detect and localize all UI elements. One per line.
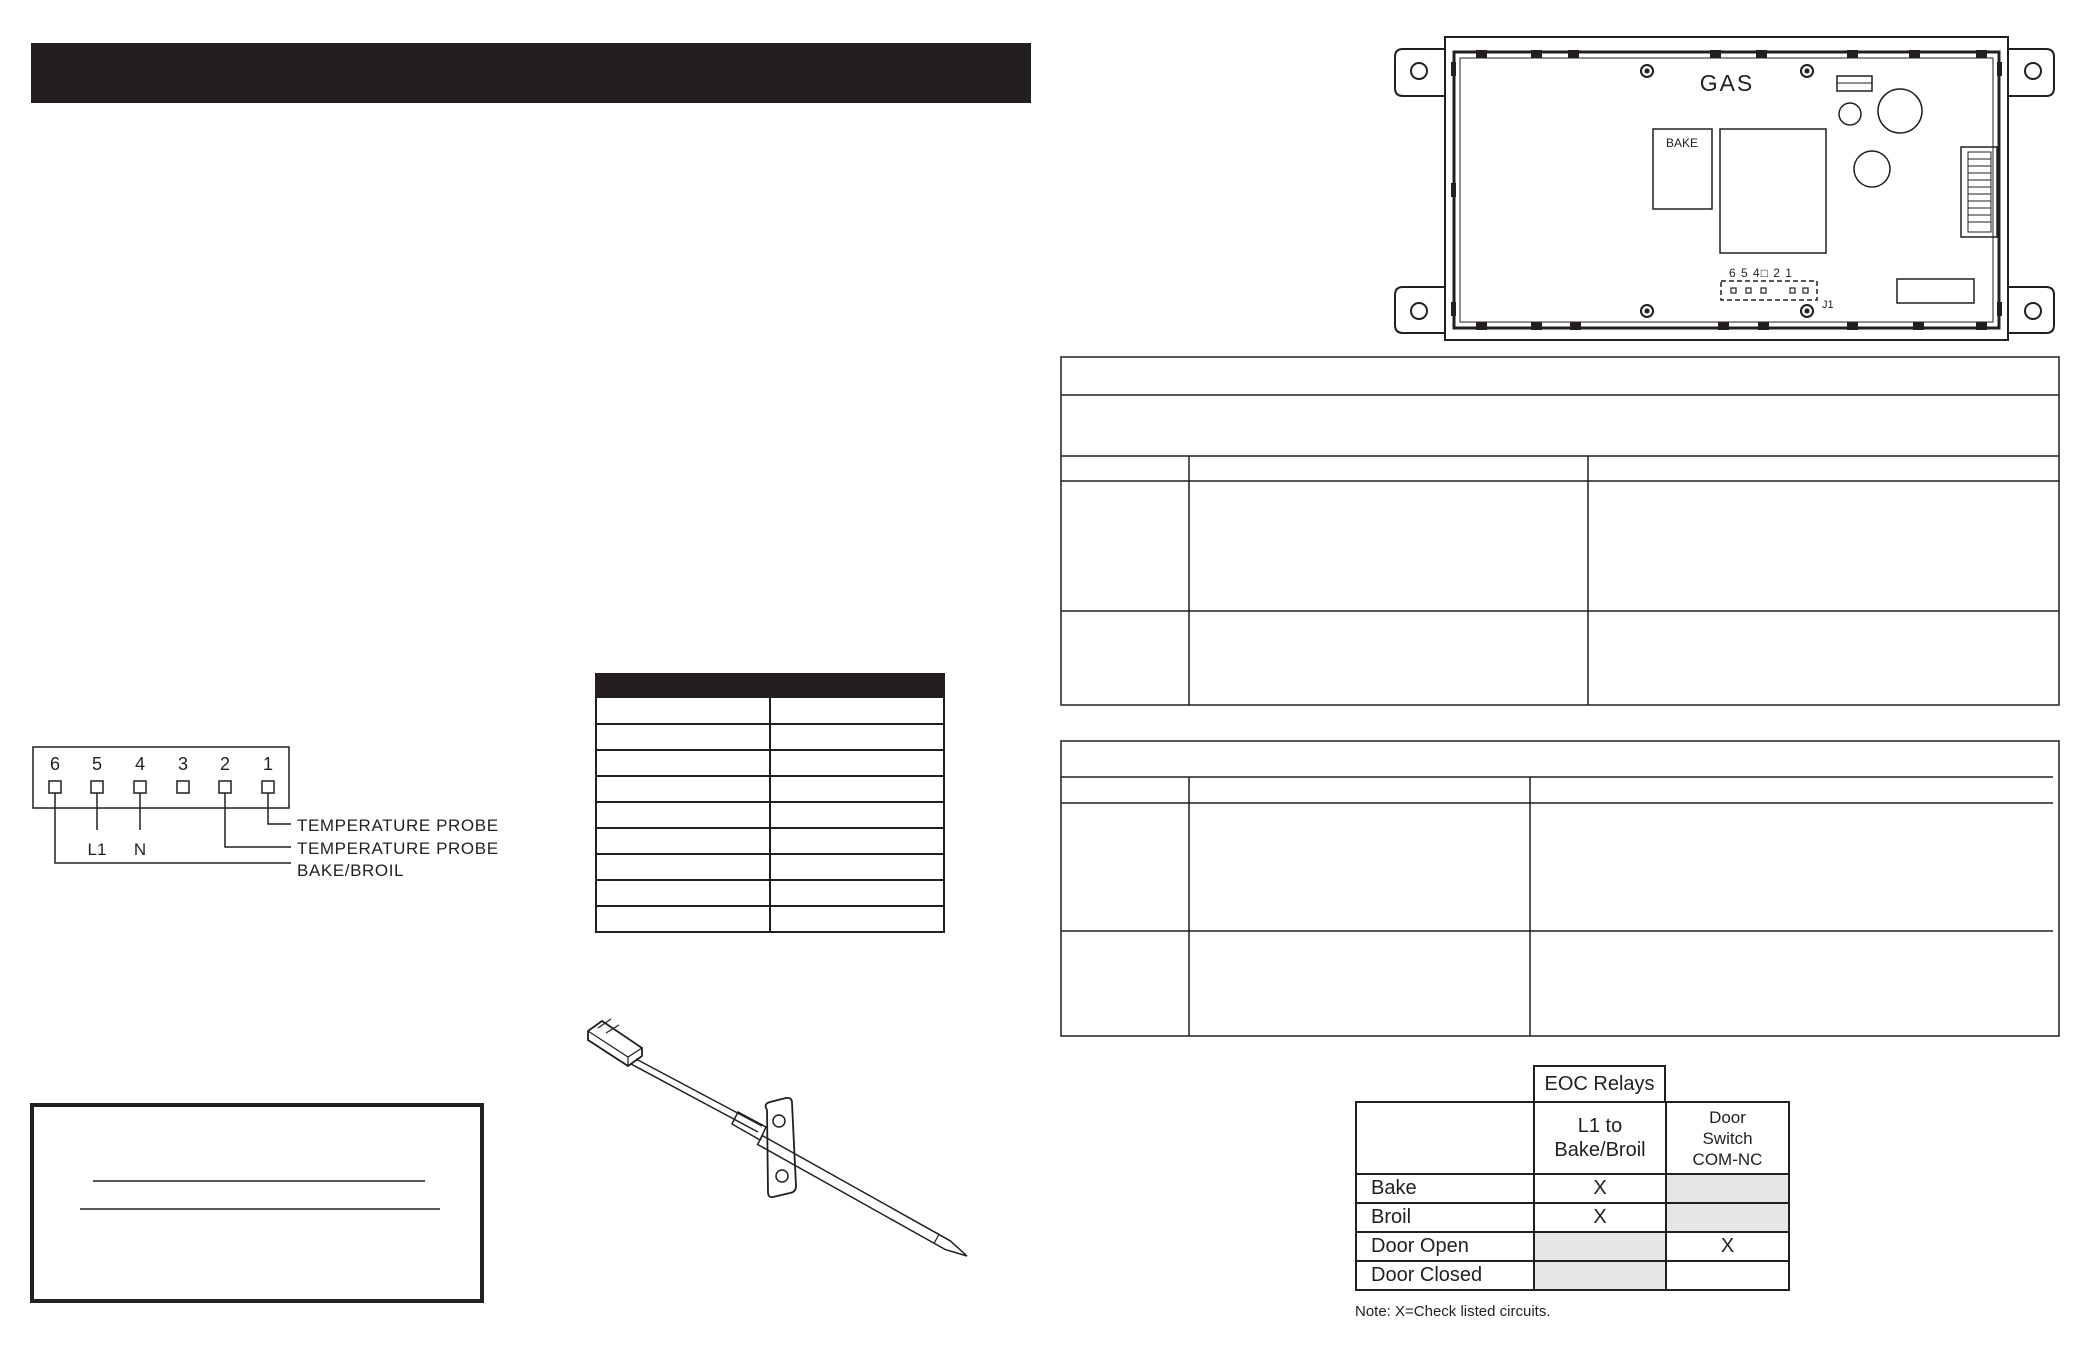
screw-center	[1805, 69, 1810, 74]
pin-number: 5	[91, 754, 103, 774]
pin-number: 1	[262, 754, 274, 774]
probe-rod	[758, 1136, 967, 1256]
frame-clip	[1451, 302, 1456, 316]
frame-clip	[1570, 322, 1581, 330]
frame-clip	[1476, 322, 1487, 330]
frame-clip	[1451, 62, 1456, 76]
check-cell	[1534, 1232, 1666, 1261]
pin-number: 6	[49, 754, 61, 774]
pin6-label: BAKE/BROIL	[297, 861, 405, 880]
mounting-tab-bottom-right	[2008, 287, 2054, 333]
j1-label: J1	[1822, 299, 1834, 311]
check-cell	[1666, 1203, 1789, 1232]
board-frame-inner	[1460, 58, 1993, 322]
pin-number: 2	[219, 754, 231, 774]
row-label: Door Open	[1356, 1232, 1534, 1261]
j1-pins	[1731, 288, 1808, 293]
frame-clip	[1997, 62, 2002, 76]
mounting-hole	[1411, 63, 1427, 79]
pin2-label: TEMPERATURE PROBE	[297, 839, 499, 858]
check-cell: X	[1666, 1232, 1789, 1261]
column-header-l1-bake-broil: L1 to Bake/Broil	[1534, 1102, 1666, 1174]
edge-connector-pins	[1968, 159, 1991, 222]
pin2-wire	[225, 793, 291, 847]
screw-center	[1645, 309, 1650, 314]
row-label: Broil	[1356, 1203, 1534, 1232]
frame-clip	[1758, 322, 1769, 330]
j1-pin	[1746, 288, 1751, 293]
pin1-label: TEMPERATURE PROBE	[297, 816, 499, 835]
frame-clip	[1997, 302, 2002, 316]
mounting-hole	[1411, 303, 1427, 319]
connector-pinout-diagram	[33, 747, 499, 880]
mounting-hole	[2025, 303, 2041, 319]
table-row	[1356, 1261, 1789, 1290]
j1-pin-numbers: 6 5 4□ 2 1	[1729, 266, 1793, 280]
frame-clip	[1847, 50, 1858, 58]
check-cell	[1534, 1261, 1666, 1290]
pin-socket	[91, 781, 103, 793]
probe-rod-ring	[934, 1235, 939, 1244]
capacitor-component	[1854, 151, 1890, 187]
mounting-tab-bottom-left	[1395, 287, 1445, 333]
probe-wires	[631, 1059, 762, 1132]
frame-clip	[1531, 322, 1542, 330]
frame-clip	[1756, 50, 1767, 58]
j1-pin	[1761, 288, 1766, 293]
frame-clip	[1568, 50, 1579, 58]
screw-center	[1805, 309, 1810, 314]
mounting-hole	[2025, 63, 2041, 79]
check-cell: X	[1534, 1174, 1666, 1203]
gas-label: GAS	[1699, 70, 1755, 96]
frame-clip	[1976, 322, 1987, 330]
row-label: Bake	[1356, 1174, 1534, 1203]
pin5-label: L1	[87, 840, 107, 859]
pin-socket	[49, 781, 61, 793]
table-border	[1061, 741, 2059, 1036]
eoc-relays-header: EOC Relays	[1533, 1065, 1666, 1102]
frame-clip	[1451, 183, 1456, 197]
header-bar	[31, 43, 1031, 103]
frame-clip	[1847, 322, 1858, 330]
pin4-label: N	[133, 840, 147, 859]
box-border	[32, 1105, 482, 1301]
buzzer-component	[1878, 89, 1922, 133]
blank-header-cell	[1356, 1102, 1534, 1174]
probe-plate-hole	[776, 1170, 788, 1182]
pin-sockets	[49, 781, 274, 793]
frame-clip	[1718, 322, 1729, 330]
pin-number: 3	[177, 754, 189, 774]
j1-pin	[1731, 288, 1736, 293]
probe-plate-hole	[773, 1115, 785, 1127]
row-label: Door Closed	[1356, 1261, 1534, 1290]
capacitor-component	[1839, 103, 1861, 125]
j1-pin	[1803, 288, 1808, 293]
check-cell	[1666, 1261, 1789, 1290]
table-header-fill	[596, 674, 944, 698]
table-grid	[596, 674, 944, 932]
frame-clip	[1531, 50, 1542, 58]
pin-socket	[219, 781, 231, 793]
table-row	[1356, 1203, 1789, 1232]
frame-clip	[1976, 50, 1987, 58]
lower-blank-table	[1061, 741, 2059, 1036]
check-cell: X	[1534, 1203, 1666, 1232]
pin-socket	[262, 781, 274, 793]
j1-pin	[1790, 288, 1795, 293]
frame-clip	[1710, 50, 1721, 58]
signature-box	[32, 1105, 482, 1301]
eoc-relays-table	[1355, 1101, 1790, 1291]
frame-clip	[1476, 50, 1487, 58]
eoc-table-note: Note: X=Check listed circuits.	[1355, 1303, 1551, 1320]
screw-center	[1645, 69, 1650, 74]
pin-socket	[177, 781, 189, 793]
center-blank-table	[596, 674, 944, 932]
connector-outline	[33, 747, 289, 808]
column-header-door-switch: Door Switch COM-NC	[1666, 1102, 1789, 1174]
mounting-tab-top-left	[1395, 49, 1445, 96]
edge-connector-inner	[1968, 152, 1991, 232]
oven-control-board	[1395, 37, 2054, 340]
pin-socket	[134, 781, 146, 793]
table-border	[1061, 357, 2059, 705]
pin-number: 4	[134, 754, 146, 774]
frame-clip	[1909, 50, 1920, 58]
edge-connector-housing	[1961, 147, 1997, 237]
bake-relay-label: BAKE	[1665, 136, 1699, 150]
table-row	[1356, 1174, 1789, 1203]
temperature-probe-illustration	[588, 1019, 967, 1256]
table-row	[1356, 1232, 1789, 1261]
upper-blank-table	[1061, 357, 2059, 705]
display-window	[1897, 279, 1974, 303]
frame-clip	[1913, 322, 1924, 330]
check-cell	[1666, 1174, 1789, 1203]
table-header-row	[1356, 1102, 1789, 1174]
edge-connector	[1961, 147, 1997, 237]
mounting-tab-top-right	[2008, 49, 2054, 96]
transformer-component	[1720, 129, 1826, 253]
